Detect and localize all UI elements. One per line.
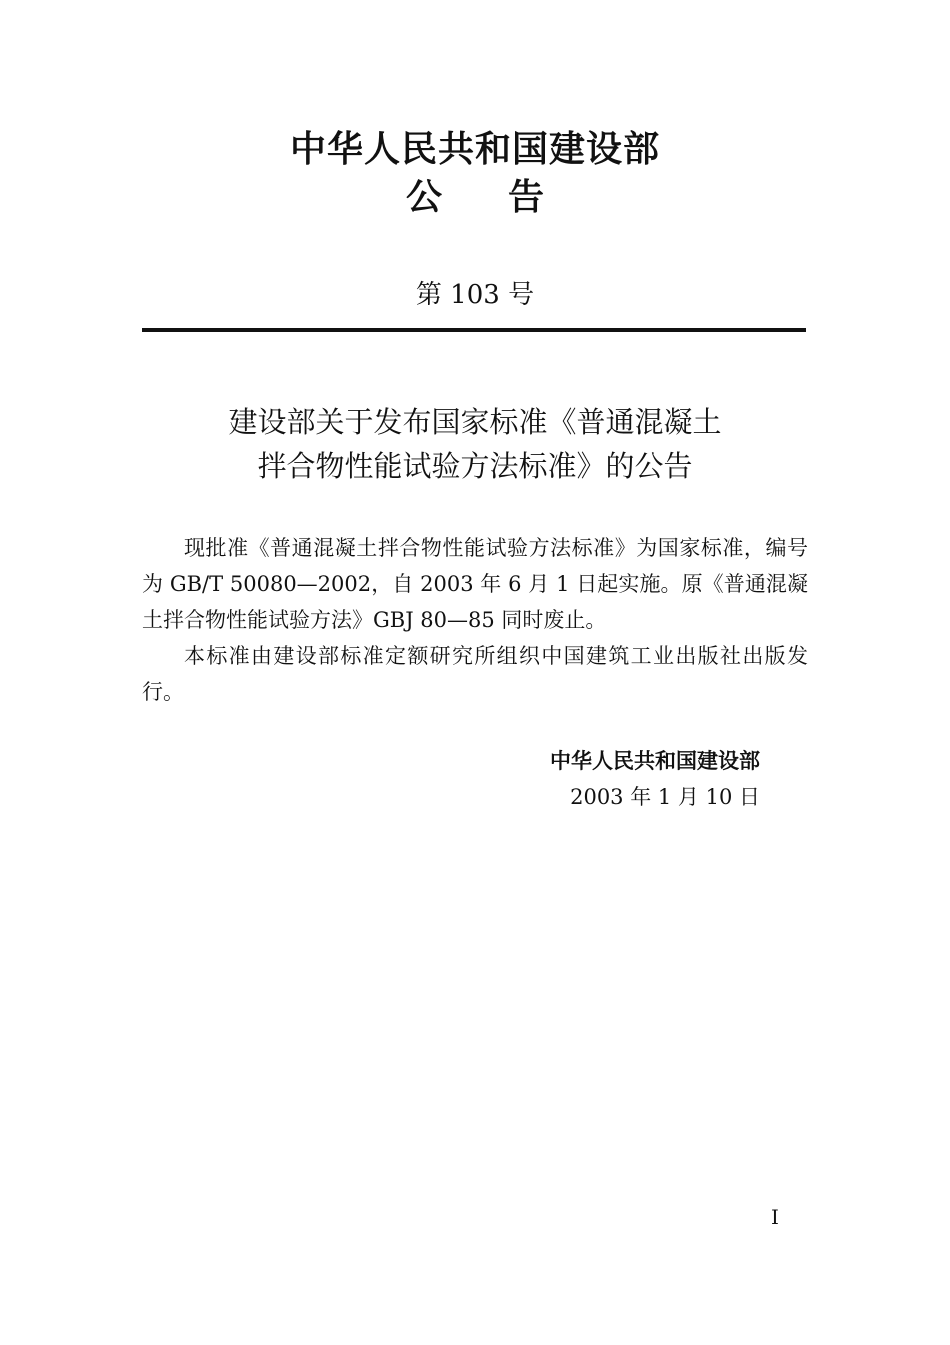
issue-number: 第 103 号: [415, 280, 535, 310]
subject-line-1: 建设部关于发布国家标准《普通混凝土: [228, 405, 722, 439]
body-paragraph-1: 现批准《普通混凝土拌合物性能试验方法标准》为国家标准，编号为 GB/T 50080—2002，自 2003 年 6 月 1 日起实施。原《普通混凝土拌合物性能试验方法》GBJ 80—85 同时废止。: [142, 536, 808, 632]
signature-organization: 中华人民共和国建设部: [550, 748, 760, 773]
subject-line-2: 拌合物性能试验方法标准》的公告: [257, 449, 693, 483]
notice-subject: [0, 400, 950, 488]
body-paragraph-2: 本标准由建设部标准定额研究所组织中国建筑工业出版社出版发行。: [142, 644, 808, 704]
page-number: I: [771, 1205, 779, 1229]
signature-date: 2003 年 1 月 10 日: [570, 785, 760, 809]
ministry-title: 中华人民共和国建设部: [289, 129, 660, 170]
horizontal-rule: [142, 328, 806, 332]
notice-heading: 公告: [405, 177, 610, 218]
